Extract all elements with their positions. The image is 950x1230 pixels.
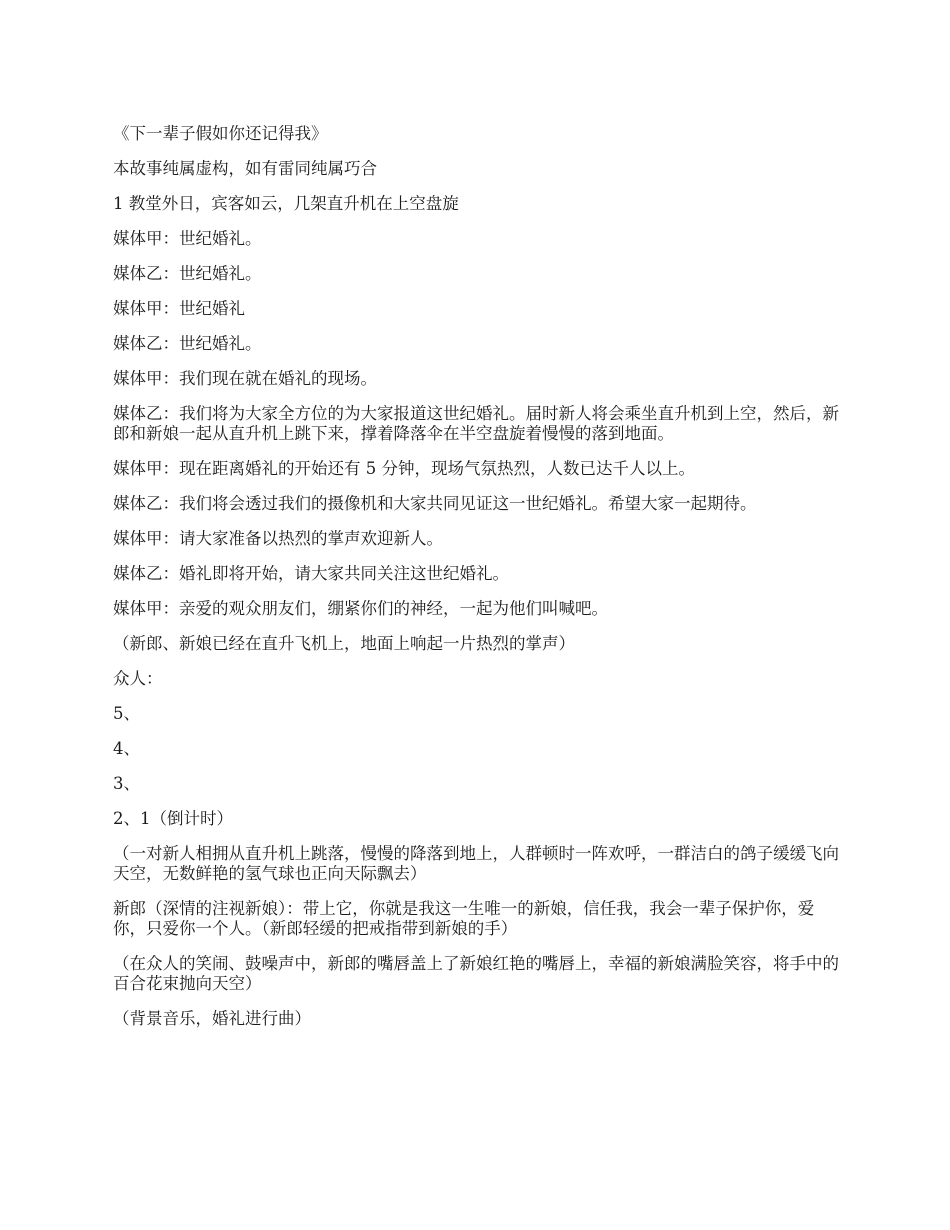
dialogue-line: 媒体甲：亲爱的观众朋友们，绷紧你们的神经，一起为他们叫喊吧。 [113,599,608,618]
dialogue-line: 众人： [113,669,163,688]
dialogue-line: 媒体甲：我们现在就在婚礼的现场。 [113,369,377,388]
scene-heading: 1 教堂外日，宾客如云，几架直升机在上空盘旋 [113,194,459,213]
dialogue-line: 媒体乙：我们将会透过我们的摄像机和大家共同见证这一世纪婚礼。希望大家一起期待。 [113,494,757,513]
script-title: 《下一辈子假如你还记得我》 [113,124,328,143]
countdown-line: 2、1（倒计时） [113,809,233,828]
countdown-line: 3、 [113,774,140,793]
disclaimer: 本故事纯属虚构，如有雷同纯属巧合 [113,159,377,178]
stage-direction: （一对新人相拥从直升机上跳落，慢慢的降落到地上，人群顿时一阵欢呼，一群洁白的鸽子缓缓飞向天空，无数鲜艳的氢气球也正向天际飘去） [113,844,839,883]
stage-direction: （背景音乐，婚礼进行曲） [113,1009,311,1028]
dialogue-line: 媒体甲：现在距离婚礼的开始还有 5 分钟，现场气氛热烈，人数已达千人以上。 [113,459,695,478]
dialogue-line: 媒体甲：世纪婚礼。 [113,229,262,248]
stage-direction: （在众人的笑闹、鼓噪声中，新郎的嘴唇盖上了新娘红艳的嘴唇上，幸福的新娘满脸笑容，将手中的百合花束抛向天空） [113,954,839,993]
dialogue-line: 媒体甲：请大家准备以热烈的掌声欢迎新人。 [113,529,443,548]
dialogue-line: 媒体甲：世纪婚礼 [113,299,245,318]
dialogue-line: 新郎（深情的注视新娘）：带上它，你就是我这一生唯一的新娘，信任我，我会一辈子保护你，爱你，只爱你一个人。（新郎轻缓的把戒指带到新娘的手） [113,899,815,938]
dialogue-line: 媒体乙：我们将为大家全方位的为大家报道这世纪婚礼。届时新人将会乘坐直升机到上空，然后，新郎和新娘一起从直升机上跳下来，撑着降落伞在半空盘旋着慢慢的落到地面。 [113,404,839,443]
dialogue-line: 媒体乙：婚礼即将开始，请大家共同关注这世纪婚礼。 [113,564,509,583]
countdown-line: 4、 [113,739,140,758]
dialogue-line: 媒体乙：世纪婚礼。 [113,334,262,353]
stage-direction: （新郎、新娘已经在直升飞机上，地面上响起一片热烈的掌声） [113,634,575,653]
document-body [113,124,843,1044]
dialogue-line: 媒体乙：世纪婚礼。 [113,264,262,283]
countdown-line: 5、 [113,704,140,723]
